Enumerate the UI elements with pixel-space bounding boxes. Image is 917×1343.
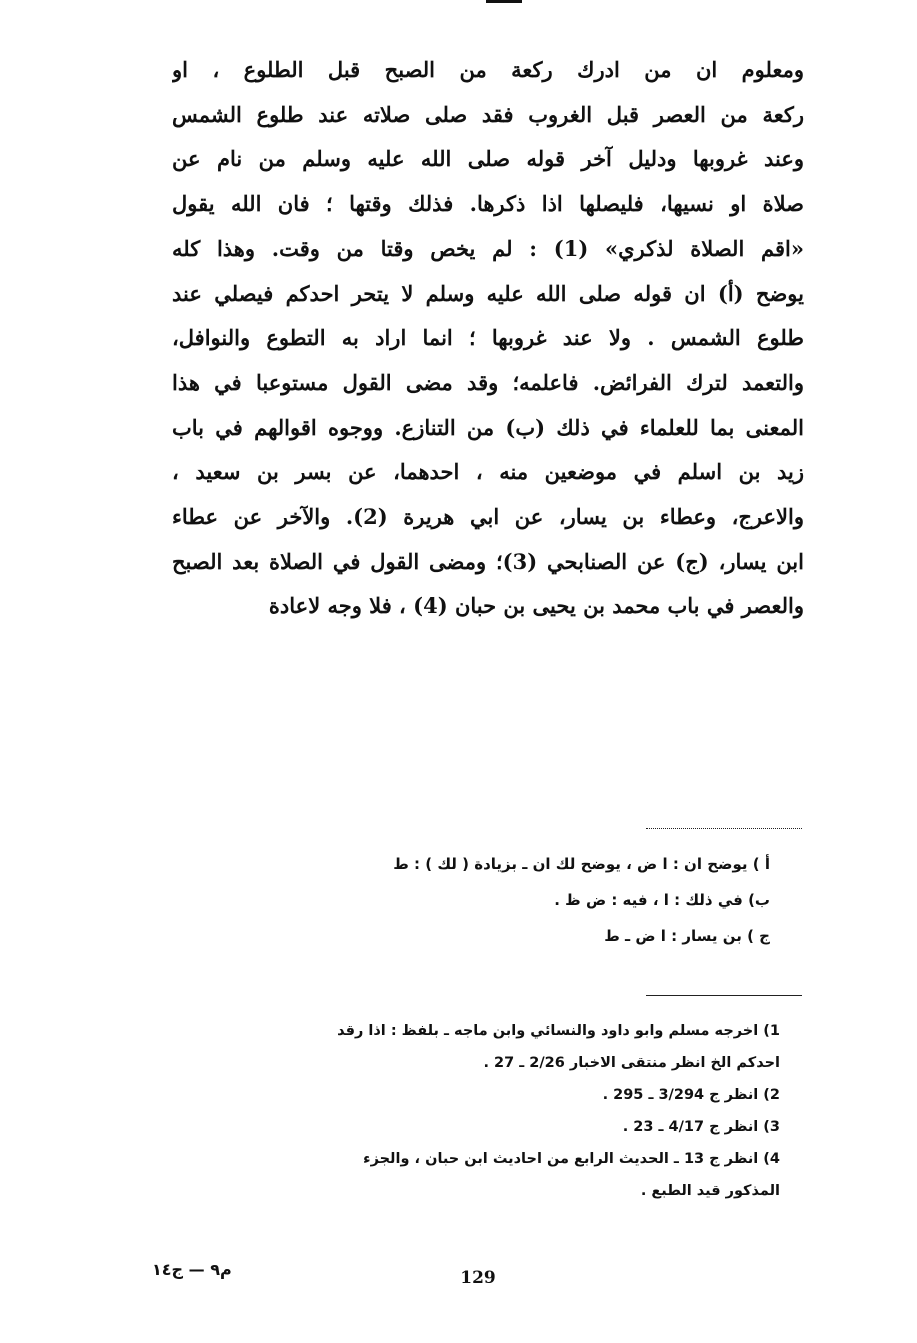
text-line: ركعة من العصر قبل الغروب فقد صلى صلاته عند طلوع الشمس [172,101,804,127]
text-line: وعند غروبها ودليل آخر قوله صلى الله عليه وسلم من نام عن [172,146,804,172]
text-line: طلوع الشمس . ولا عند غروبها ؛ انما اراد به التطوع والنوافل، [172,325,804,351]
footnote: 4) انظر ج 13 ـ الحديث الرابع من احاديث ابن حبان ، والجزء [363,1151,780,1167]
text-line: والتعمد لترك الفرائض. فاعلمه؛ وقد مضى القول مستوعبا في هذا [172,369,804,395]
footnote-continuation: المذكور قيد الطبع . [640,1183,780,1199]
text-line: ومعلوم ان من ادرك ركعة من الصبح قبل الطلوع ، او [172,57,804,82]
footnotes-separator [646,995,802,996]
text-line: زيد بن اسلم في موضعين منه ، احدهما، عن بسر بن سعيد ، [172,459,804,485]
text-line: يوضح (أ) ان قوله صلى الله عليه وسلم لا يتحر احدكم فيصلي عند [172,280,804,306]
variants-separator [646,828,802,829]
text-line: والاعرج، وعطاء بن يسار، عن ابي هريرة (2). والآخر عن عطاء [172,504,804,530]
footnotes [150,1015,780,1207]
variant-note: أ ) يوضح ان : ا ض ، يوضح لك ان ـ بزيادة ( لك ) : ط [393,855,770,873]
footnote: 2) انظر ج 3/294 ـ 295 . [602,1087,780,1103]
footnote: 3) انظر ج 4/17 ـ 23 . [622,1119,780,1135]
text-line: صلاة او نسيها، فليصلها اذا ذكرها. فذلك وقتها ؛ فان الله يقول [172,191,804,217]
variant-note: ب) في ذلك : ا ، فيه : ض ظ . [554,891,770,909]
textual-variants [250,846,770,954]
footnote: 1) اخرجه مسلم وابو داود والنسائي وابن ماجه ـ بلفظ : اذا رقد [337,1023,780,1039]
printer-signature: م٩ — ج١٤ [152,1260,232,1279]
footnote-continuation: احدكم الخ انظر منتقى الاخبار 2/26 ـ 27 . [483,1055,780,1071]
variant-note: ج ) بن يسار : ا ض ـ ط [604,927,770,945]
text-line: والعصر في باب محمد بن يحيى بن حبان (4) ، فلا وجه لاعادة [268,593,804,619]
top-mark [486,0,522,3]
main-text [172,48,804,629]
page-number: 129 [460,1268,496,1288]
text-line: المعنى بما للعلماء في ذلك (ب) من التنازع. ووجوه اقوالهم في باب [172,414,804,440]
text-line: ابن يسار، (ج) عن الصنابحي (3)؛ ومضى القول في الصلاة بعد الصبح [172,548,804,574]
text-line: «اقم الصلاة لذكري» (1) : لم يخص وقتا من وقت. وهذا كله [172,235,804,261]
